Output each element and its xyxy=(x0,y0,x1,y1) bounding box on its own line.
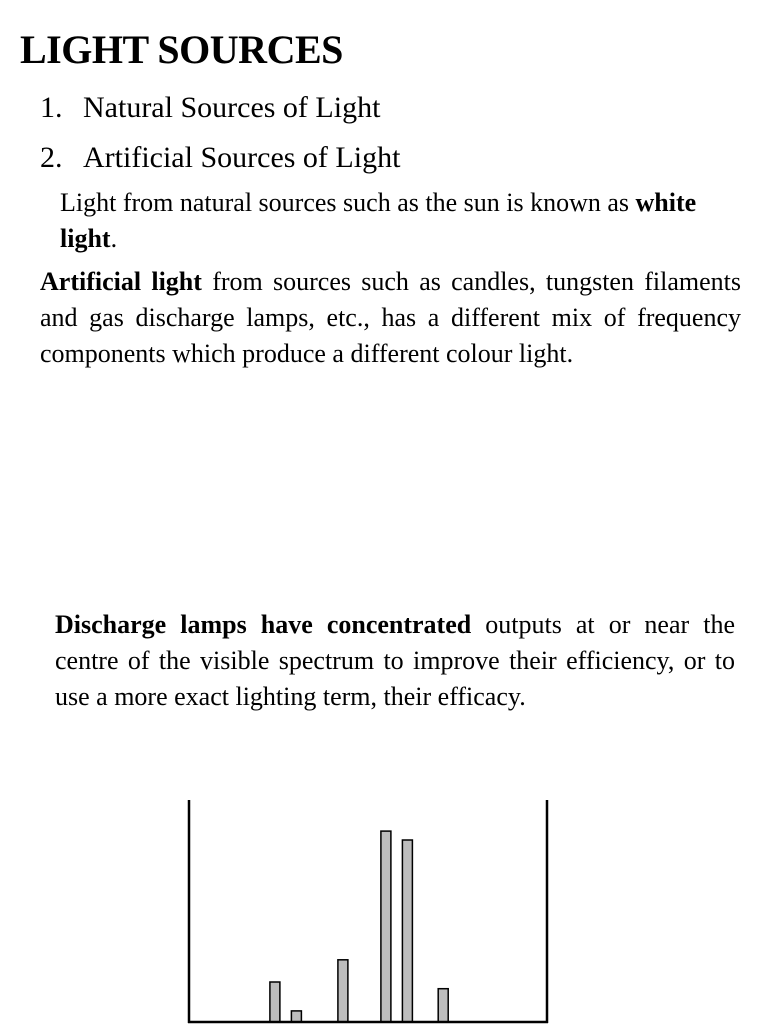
artificial-light-paragraph xyxy=(40,264,741,372)
list-number: 1. xyxy=(40,91,63,124)
list-label: Natural Sources of Light xyxy=(83,91,381,124)
spectrum-chart xyxy=(184,796,552,1024)
list-label: Artificial Sources of Light xyxy=(83,141,401,174)
spectrum-bar-4 xyxy=(381,831,391,1022)
bold-term: Artificial light xyxy=(40,267,202,296)
paragraph-text: from sources such as candles, tungsten filaments and gas discharge lamps, etc., has a different mix of frequency components which produce a different colour light. xyxy=(40,267,741,368)
bold-term: Discharge lamps have concentrated xyxy=(55,610,472,639)
bold-term: white light xyxy=(60,188,697,253)
sources-list xyxy=(40,88,400,188)
spectrum-bar-3 xyxy=(338,960,348,1022)
list-item xyxy=(40,138,400,188)
page-title: LIGHT SOURCES xyxy=(20,27,343,72)
spectrum-bar-6 xyxy=(438,989,448,1022)
list-number: 2. xyxy=(40,141,63,174)
chart-bars xyxy=(270,831,448,1022)
paragraph-text: outputs at or near the centre of the visible spectrum to improve their efficiency, or to use a more exact lighting term, their efficacy. xyxy=(55,610,735,711)
spectrum-bar-2 xyxy=(291,1011,301,1022)
paragraph-end: . xyxy=(110,224,118,253)
paragraph-text: Light from natural sources such as the sun is known as xyxy=(60,188,636,217)
spectrum-bar-5 xyxy=(402,840,412,1022)
discharge-lamps-paragraph xyxy=(55,607,735,715)
spectrum-bar-1 xyxy=(270,982,280,1022)
white-light-paragraph xyxy=(60,185,720,257)
list-item xyxy=(40,88,400,138)
